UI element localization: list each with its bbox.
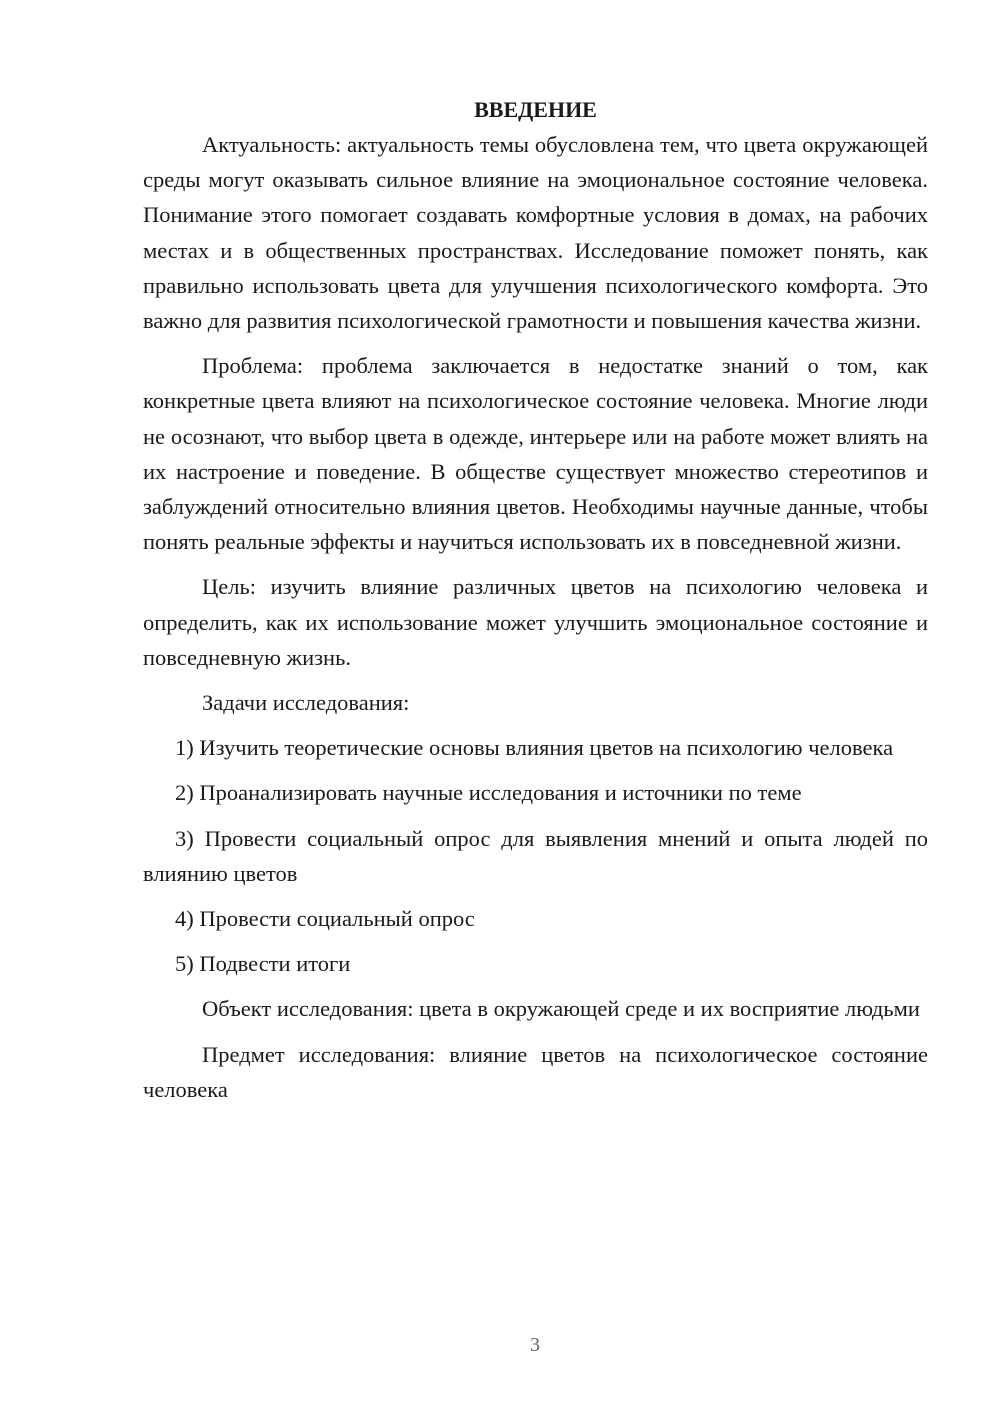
paragraph-relevance: Актуальность: актуальность темы обусловлена тем, что цвета окружающей среды могут оказывать сильное влияние на эмоциональное состояние человека. Понимание этого помогает создавать комфортные условия в домах, на рабочих местах и в общественных пространствах. Исследование поможет понять, как правильно использовать цвета для улучшения психологического комфорта. Это важно для развития психологической грамотности и повышения качества жизни. — [143, 132, 928, 334]
paragraph-subject: Предмет исследования: влияние цветов на психологическое состояние человека — [143, 1041, 928, 1102]
task-item: 2) Проанализировать научные исследования и источники по теме — [175, 780, 802, 806]
paragraph-object: Объект исследования: цвета в окружающей среде и их восприятие людьми — [202, 996, 920, 1022]
task-item: 4) Провести социальный опрос — [175, 906, 475, 932]
page-number: 3 — [530, 1334, 540, 1356]
paragraph-goal: Цель: изучить влияние различных цветов на психологию человека и определить, как их использование может улучшить эмоциональное состояние и повседневную жизнь. — [143, 574, 928, 670]
document-title: ВВЕДЕНИЕ — [474, 97, 597, 122]
document-page — [143, 92, 928, 1117]
task-item: 3) Провести социальный опрос для выявления мнений и опыта людей по влиянию цветов — [143, 825, 928, 886]
paragraph-tasks-heading: Задачи исследования: — [202, 690, 410, 716]
task-item: 5) Подвести итоги — [175, 951, 351, 977]
task-item: 1) Изучить теоретические основы влияния цветов на психологию человека — [175, 735, 894, 761]
paragraph-problem: Проблема: проблема заключается в недостатке знаний о том, как конкретные цвета влияют на психологическое состояние человека. Многие люди не осознают, что выбор цвета в одежде, интерьере или на работе может влиять на их настроение и поведение. В обществе существует множество стереотипов и заблуждений относительно влияния цветов. Необходимы научные данные, чтобы понять реальные эффекты и научиться использовать их в повседневной жизни. — [143, 353, 928, 555]
